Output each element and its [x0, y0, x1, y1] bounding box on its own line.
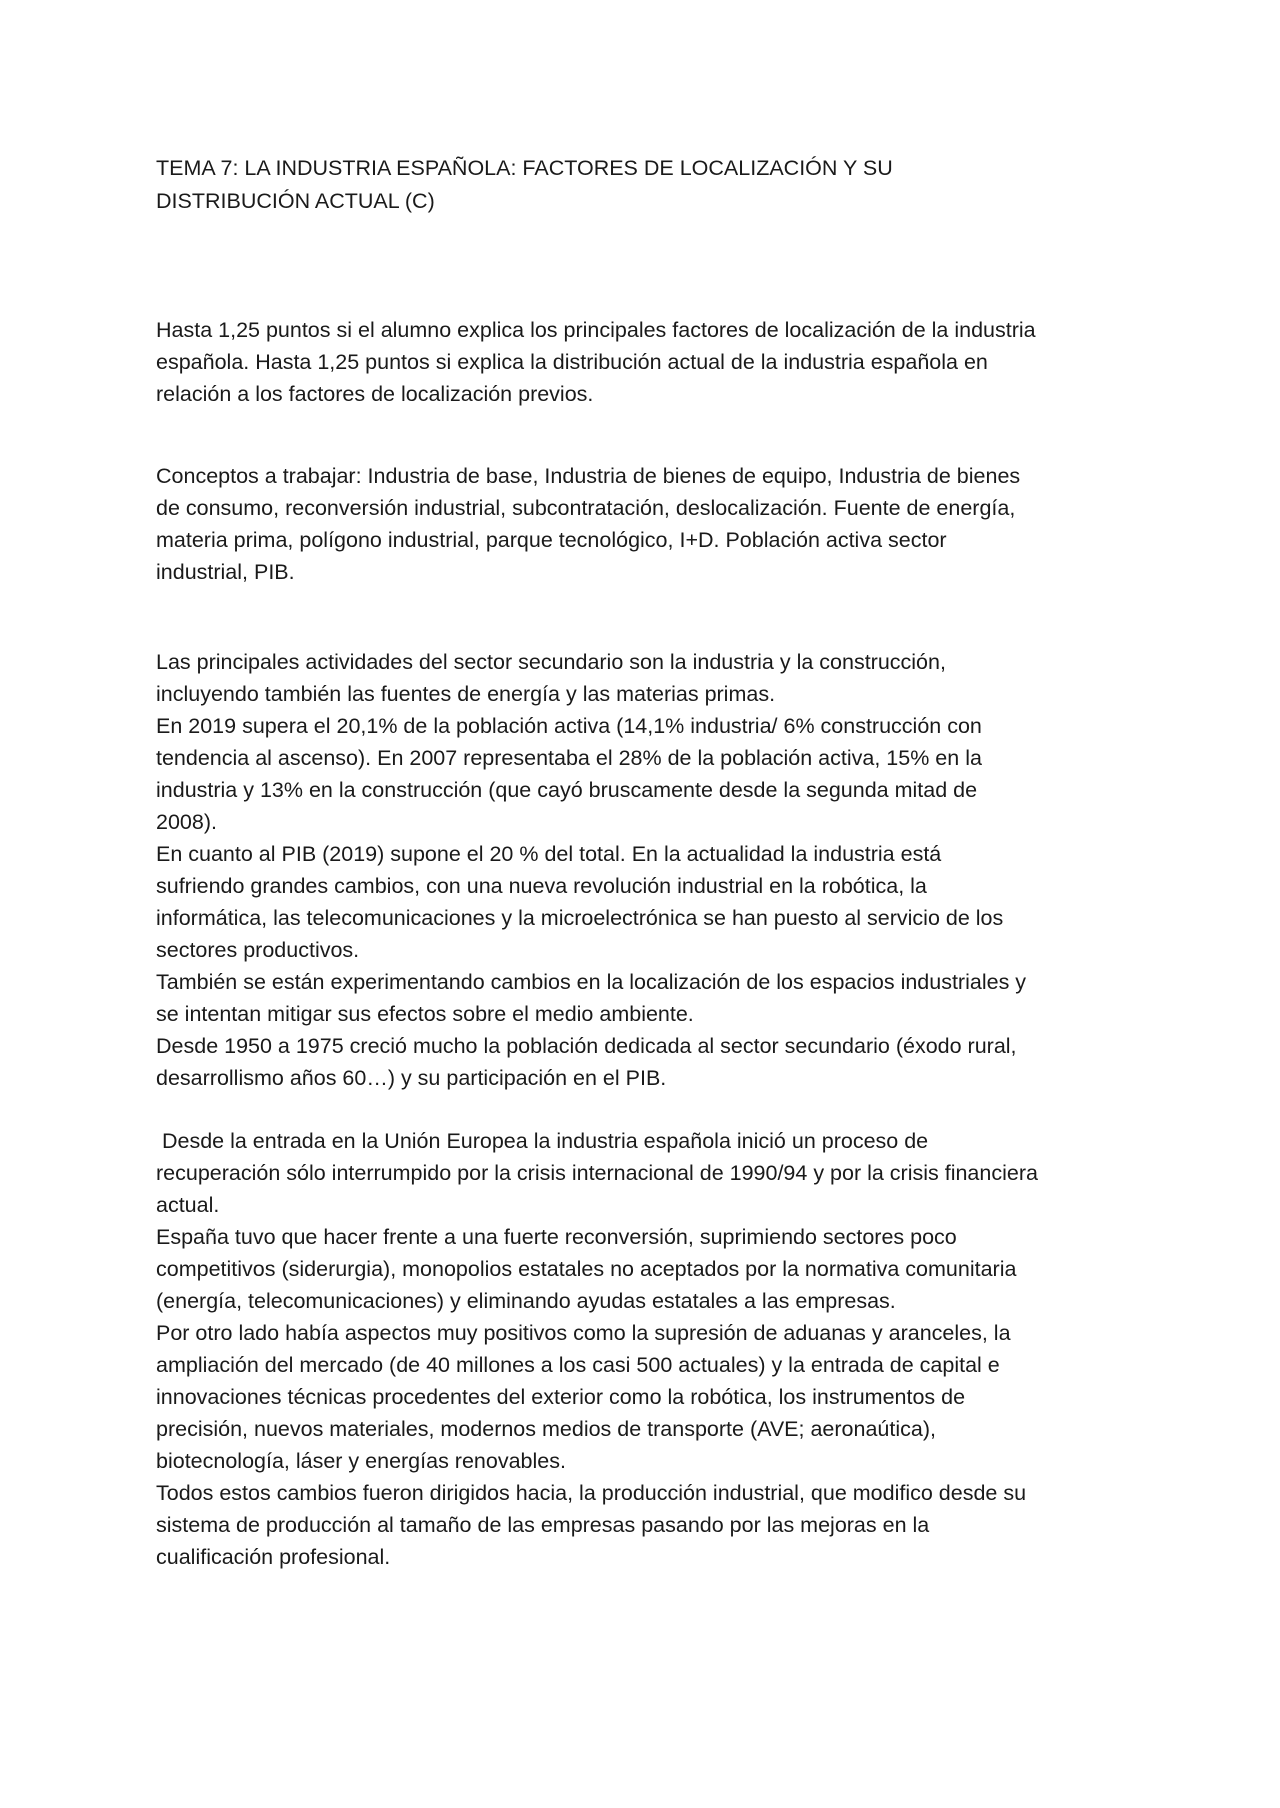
- paragraph-line: En 2019 supera el 20,1% de la población activa (14,1% industria/ 6% construcción con: [156, 714, 982, 738]
- paragraph-line: sistema de producción al tamaño de las empresas pasando por las mejoras en la: [156, 1513, 930, 1537]
- concepts-paragraph: [156, 460, 1146, 588]
- paragraph-line: Todos estos cambios fueron dirigidos hacia, la producción industrial, que modifico desde su: [156, 1481, 1027, 1505]
- paragraph-line: Conceptos a trabajar: Industria de base, Industria de bienes de equipo, Industria de bienes: [156, 464, 1021, 488]
- paragraph-line: informática, las telecomunicaciones y la microelectrónica se han puesto al servicio de los: [156, 906, 1004, 930]
- paragraph-line: 2008).: [156, 810, 217, 834]
- paragraph-line: Las principales actividades del sector secundario son la industria y la construcción,: [156, 650, 946, 674]
- paragraph-line: competitivos (siderurgia), monopolios estatales no aceptados por la normativa comunitaria: [156, 1257, 1017, 1281]
- secondary-sector-paragraph: [156, 646, 1146, 1094]
- paragraph-line: En cuanto al PIB (2019) supone el 20 % del total. En la actualidad la industria está: [156, 842, 942, 866]
- grading-criteria-paragraph: [156, 314, 1146, 410]
- paragraph-line: ampliación del mercado (de 40 millones a los casi 500 actuales) y la entrada de capital e: [156, 1353, 1000, 1377]
- paragraph-line: relación a los factores de localización previos.: [156, 382, 594, 406]
- paragraph-line: Desde 1950 a 1975 creció mucho la población dedicada al sector secundario (éxodo rural,: [156, 1034, 1017, 1058]
- paragraph-line: sufriendo grandes cambios, con una nueva revolución industrial en la robótica, la: [156, 874, 927, 898]
- paragraph-line: (energía, telecomunicaciones) y eliminando ayudas estatales a las empresas.: [156, 1289, 896, 1313]
- paragraph-line: precisión, nuevos materiales, modernos medios de transporte (AVE; aeronaútica),: [156, 1417, 936, 1441]
- paragraph-line: actual.: [156, 1193, 220, 1217]
- paragraph-line: España tuvo que hacer frente a una fuerte reconversión, suprimiendo sectores poco: [156, 1225, 957, 1249]
- paragraph-line: También se están experimentando cambios en la localización de los espacios industriales y: [156, 970, 1027, 994]
- european-union-paragraph: [156, 1125, 1146, 1573]
- document-title: [156, 152, 1146, 218]
- paragraph-line: tendencia al ascenso). En 2007 representaba el 28% de la población activa, 15% en la: [156, 746, 982, 770]
- paragraph-line: Desde la entrada en la Unión Europea la industria española inició un proceso de: [156, 1129, 929, 1153]
- paragraph-line: sectores productivos.: [156, 938, 360, 962]
- paragraph-line: materia prima, polígono industrial, parque tecnológico, I+D. Población activa sector: [156, 528, 947, 552]
- paragraph-line: industria y 13% en la construcción (que cayó bruscamente desde la segunda mitad de: [156, 778, 978, 802]
- paragraph-line: cualificación profesional.: [156, 1545, 391, 1569]
- paragraph-line: biotecnología, láser y energías renovables.: [156, 1449, 566, 1473]
- paragraph-line: española. Hasta 1,25 puntos si explica la distribución actual de la industria española en: [156, 350, 988, 374]
- paragraph-line: recuperación sólo interrumpido por la crisis internacional de 1990/94 y por la crisis financiera: [156, 1161, 1038, 1185]
- paragraph-line: Hasta 1,25 puntos si el alumno explica los principales factores de localización de la industria: [156, 318, 1036, 342]
- document-page: [156, 152, 1146, 1573]
- paragraph-line: de consumo, reconversión industrial, subcontratación, deslocalización. Fuente de energía,: [156, 496, 1016, 520]
- paragraph-line: innovaciones técnicas procedentes del exterior como la robótica, los instrumentos de: [156, 1385, 966, 1409]
- title-line: DISTRIBUCIÓN ACTUAL (C): [156, 189, 435, 213]
- paragraph-line: desarrollismo años 60…) y su participación en el PIB.: [156, 1066, 667, 1090]
- paragraph-line: se intentan mitigar sus efectos sobre el medio ambiente.: [156, 1002, 694, 1026]
- paragraph-line: incluyendo también las fuentes de energía y las materias primas.: [156, 682, 776, 706]
- paragraph-line: Por otro lado había aspectos muy positivos como la supresión de aduanas y aranceles, la: [156, 1321, 1011, 1345]
- title-line: TEMA 7: LA INDUSTRIA ESPAÑOLA: FACTORES DE LOCALIZACIÓN Y SU: [156, 156, 893, 180]
- paragraph-line: industrial, PIB.: [156, 560, 295, 584]
